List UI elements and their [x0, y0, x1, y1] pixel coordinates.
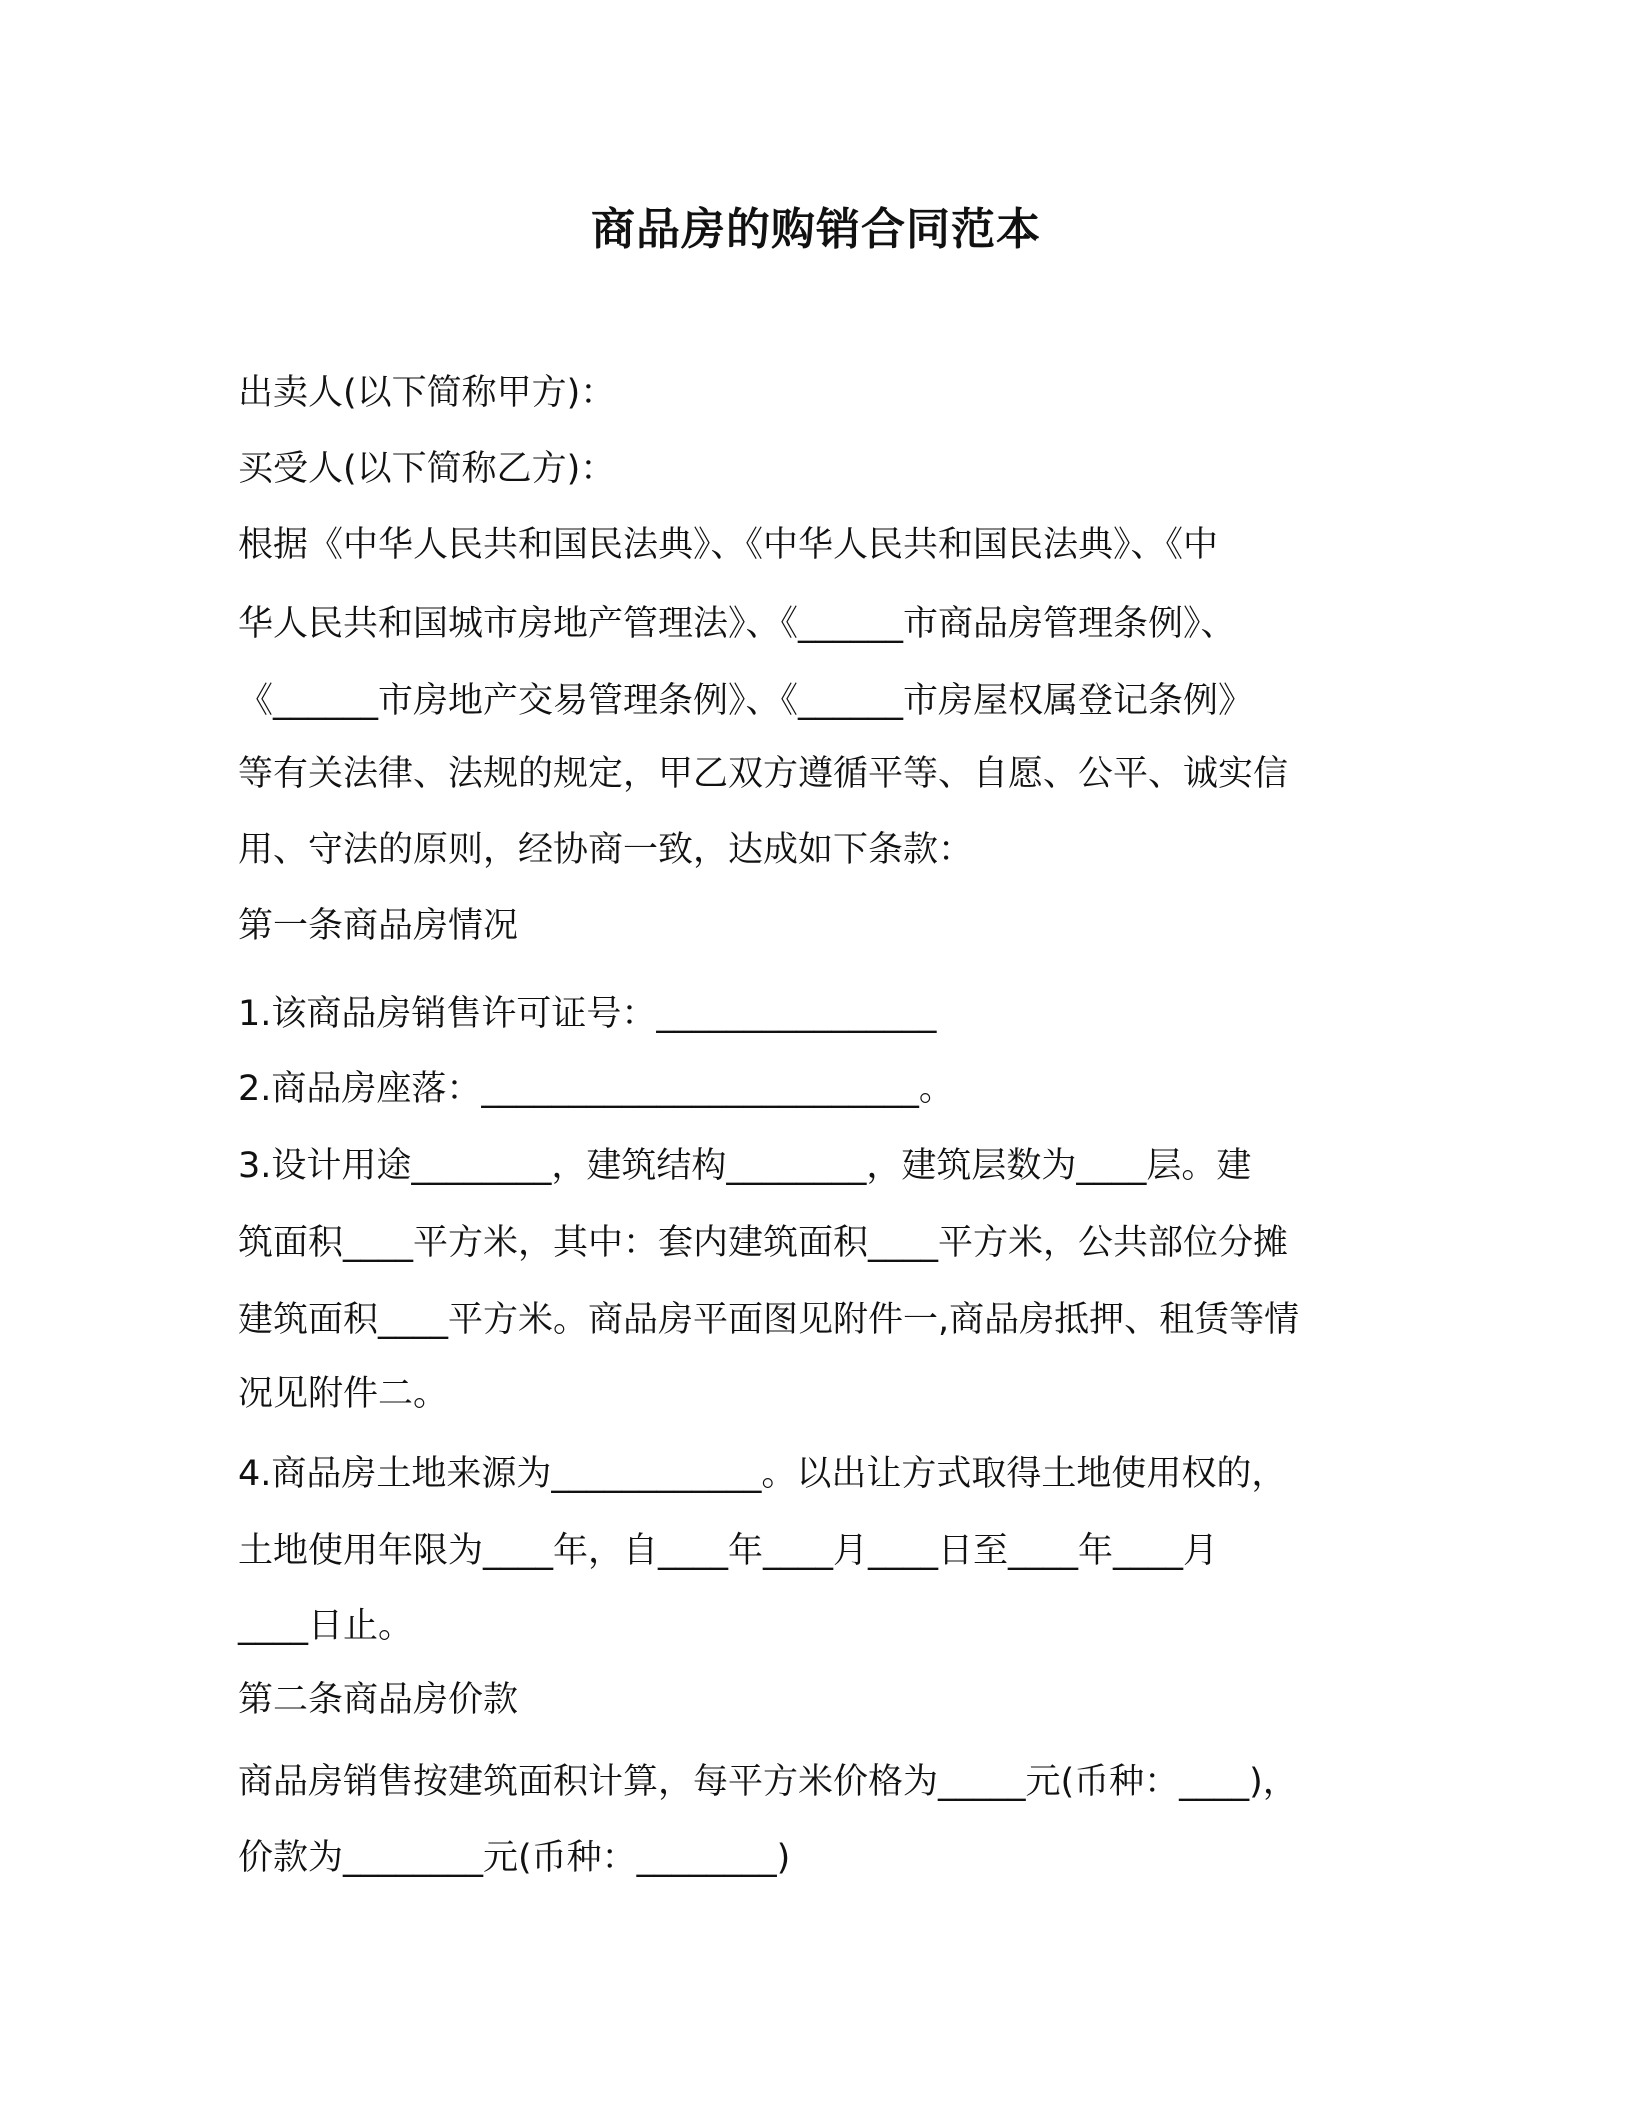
seller-line: 出卖人(以下简称甲方)： [238, 373, 616, 413]
clause-1-1: 1.该商品房销售许可证号：________________ [238, 994, 937, 1034]
buyer-line: 买受人(以下简称乙方)： [238, 449, 616, 489]
clause-1-3-line-4: 况见附件二。 [238, 1374, 449, 1414]
clause-1-3-line-1: 3.设计用途________，建筑结构________，建筑层数为____层。建 [238, 1146, 1252, 1186]
clause-1-4-line-2: 土地使用年限为____年，自____年____月____日至____年____月 [238, 1531, 1219, 1571]
section-heading-2: 第二条商品房价款 [238, 1680, 519, 1720]
clause-1-3-line-3: 建筑面积____平方米。商品房平面图见附件一,商品房抵押、租赁等情 [238, 1300, 1300, 1340]
preamble-line-2: 华人民共和国城市房地产管理法》、《______市商品房管理条例》、 [238, 604, 1236, 644]
clause-1-2: 2.商品房座落：_________________________。 [238, 1069, 954, 1109]
preamble-line-5: 用、守法的原则，经协商一致，达成如下条款： [238, 830, 974, 870]
clause-2-line-2: 价款为________元(币种：________) [238, 1838, 791, 1878]
preamble-line-1: 根据《中华人民共和国民法典》、《中华人民共和国民法典》、《中 [238, 525, 1219, 565]
clause-1-4-line-1: 4.商品房土地来源为____________。以出让方式取得土地使用权的， [238, 1454, 1287, 1494]
clause-2-line-1: 商品房销售按建筑面积计算，每平方米价格为_____元(币种：____)， [238, 1762, 1298, 1802]
preamble-line-3: 《______市房地产交易管理条例》、《______市房屋权属登记条例》 [238, 681, 1254, 721]
document-title: 商品房的购销合同范本 [591, 204, 1041, 255]
section-heading-1: 第一条商品房情况 [238, 906, 519, 946]
preamble-line-4: 等有关法律、法规的规定，甲乙双方遵循平等、自愿、公平、诚实信 [238, 754, 1289, 794]
clause-1-3-line-2: 筑面积____平方米，其中：套内建筑面积____平方米，公共部位分摊 [238, 1223, 1289, 1263]
clause-1-4-line-3: ____日止。 [238, 1606, 414, 1646]
